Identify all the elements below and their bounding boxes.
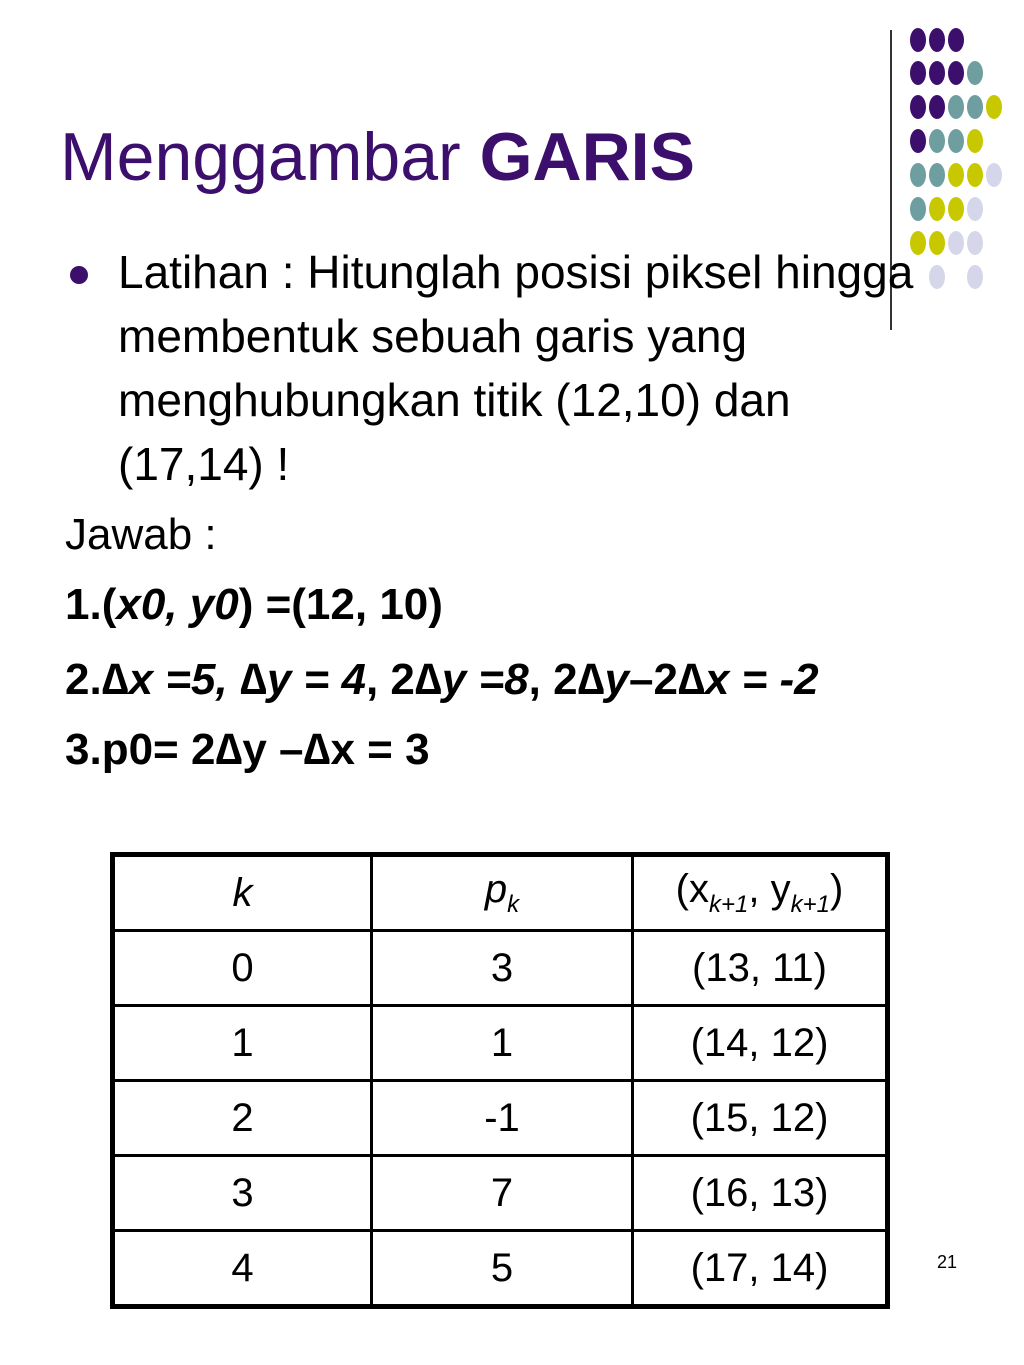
decor-dot: [948, 129, 964, 153]
header-xy-close: ): [829, 867, 844, 911]
decor-dot: [967, 163, 983, 187]
page-number: 21: [937, 1252, 958, 1272]
s2h: –2: [629, 655, 678, 704]
cell-xy: (16, 13): [633, 1156, 888, 1231]
answer-label: Jawab :: [65, 510, 217, 559]
decor-dot: [948, 61, 964, 85]
delta-symbol: ∆: [577, 655, 605, 704]
s3c: x = 3: [330, 725, 430, 774]
header-k: [113, 855, 372, 931]
decor-dot: [929, 61, 945, 85]
s2b: x =5,: [128, 655, 240, 704]
decor-dot: [948, 231, 964, 255]
decor-dot: [910, 163, 926, 187]
cell-p: 1: [372, 1006, 633, 1081]
delta-symbol: ∆: [414, 655, 442, 704]
delta-symbol: ∆: [677, 655, 705, 704]
header-y-sub: k+1: [790, 891, 830, 918]
decor-dot: [910, 129, 926, 153]
cell-k: 1: [113, 1006, 372, 1081]
step1-prefix: 1.(: [65, 580, 117, 629]
cell-xy: (17, 14): [633, 1231, 888, 1307]
decor-dot: [948, 28, 964, 52]
delta-symbol: ∆: [303, 725, 331, 774]
decor-dot: [967, 95, 983, 119]
s3a: 3.p0= 2: [65, 725, 216, 774]
step-3: [65, 725, 430, 775]
decor-dot: [929, 163, 945, 187]
s2g: y: [604, 655, 629, 704]
table-row: [113, 931, 888, 1006]
header-k-text: k: [232, 870, 253, 915]
cell-p: -1: [372, 1081, 633, 1156]
table-row: [113, 1156, 888, 1231]
decor-dot: [967, 197, 983, 221]
cell-p: 3: [372, 931, 633, 1006]
title-normal: Menggambar: [60, 119, 480, 195]
delta-symbol: ∆: [239, 655, 267, 704]
cell-k: 3: [113, 1156, 372, 1231]
delta-symbol: ∆: [215, 725, 243, 774]
s2e: y =8: [441, 655, 529, 704]
bresenham-table: [110, 852, 890, 1309]
decor-dot: [910, 61, 926, 85]
decor-dot: [967, 265, 983, 289]
cell-xy: (13, 11): [633, 931, 888, 1006]
table-row: [113, 1081, 888, 1156]
decor-dot: [929, 197, 945, 221]
step1-vars: x0, y0: [116, 580, 239, 629]
s3b: y –: [242, 725, 304, 774]
header-xy-comma: , y: [748, 867, 791, 911]
decor-dot: [929, 28, 945, 52]
cell-k: 0: [113, 931, 372, 1006]
cell-k: 4: [113, 1231, 372, 1307]
step-2: [65, 655, 819, 705]
table-row: [113, 1006, 888, 1081]
delta-symbol: ∆: [101, 655, 129, 704]
header-xy: [633, 855, 888, 931]
decor-dot: [929, 95, 945, 119]
bullet-text: Latihan : Hitunglah posisi piksel hingga membentuk sebuah garis yang menghubungkan titik (12,10) dan (17,14) !: [118, 246, 914, 490]
decor-dot: [967, 61, 983, 85]
decor-dot: [986, 163, 1002, 187]
decor-dot: [910, 197, 926, 221]
bullet-icon: [70, 266, 88, 284]
title-bold: GARIS: [479, 119, 695, 195]
decor-dot: [910, 28, 926, 52]
header-p-sub: k: [507, 891, 520, 918]
decor-dot: [948, 197, 964, 221]
decor-dot: [910, 95, 926, 119]
table-row: [113, 1231, 888, 1307]
cell-xy: (15, 12): [633, 1081, 888, 1156]
cell-k: 2: [113, 1081, 372, 1156]
cell-p: 7: [372, 1156, 633, 1231]
s2c: y = 4: [266, 655, 366, 704]
decor-dot: [948, 163, 964, 187]
decor-dot: [948, 95, 964, 119]
decor-dot: [929, 129, 945, 153]
s2d: , 2: [365, 655, 415, 704]
slide-title: [60, 118, 695, 196]
decor-dot: [986, 95, 1002, 119]
step-1: [65, 580, 443, 630]
cell-p: 5: [372, 1231, 633, 1307]
s2f: , 2: [528, 655, 578, 704]
table-header-row: [113, 855, 888, 931]
header-xy-open: (x: [675, 867, 709, 911]
s2a: 2.: [65, 655, 102, 704]
header-x-sub: k+1: [709, 891, 749, 918]
decor-dot: [967, 231, 983, 255]
s2i: x = -2: [704, 655, 819, 704]
header-p: [372, 855, 633, 931]
step1-suffix: ) =(12, 10): [238, 580, 443, 629]
cell-xy: (14, 12): [633, 1006, 888, 1081]
decor-dot: [967, 129, 983, 153]
header-p-text: p: [484, 867, 508, 911]
